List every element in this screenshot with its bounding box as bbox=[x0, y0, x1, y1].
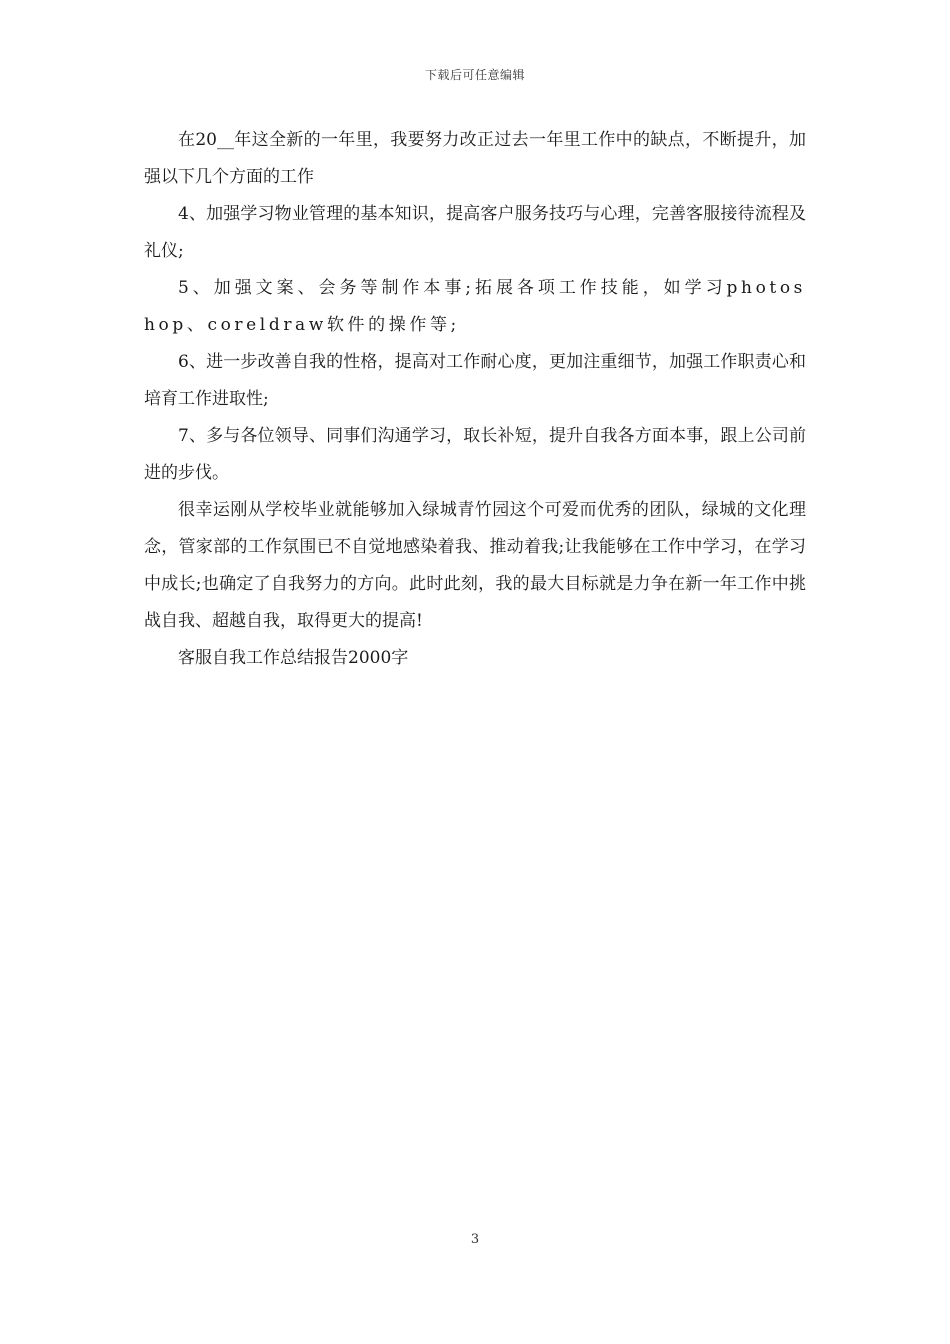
paragraph-item-5: 5、加强文案、会务等制作本事;拓展各项工作技能，如学习photoshop、coreldraw软件的操作等; bbox=[144, 278, 806, 335]
paragraph-item-7: 7、多与各位领导、同事们沟通学习，取长补短，提升自我各方面本事，跟上公司前进的步伐。 bbox=[144, 426, 806, 483]
paragraph-item-4: 4、加强学习物业管理的基本知识，提高客户服务技巧与心理，完善客服接待流程及礼仪; bbox=[144, 204, 806, 261]
document-body bbox=[144, 122, 806, 677]
paragraph-title-next: 客服自我工作总结报告2000字 bbox=[178, 648, 409, 668]
page-header: 下载后可任意编辑 bbox=[424, 68, 525, 82]
paragraph-item-6: 6、进一步改善自我的性格，提高对工作耐心度，更加注重细节，加强工作职责心和培育工作进取性; bbox=[144, 352, 806, 409]
page-number: 3 bbox=[470, 1232, 480, 1247]
paragraph-conclusion: 很幸运刚从学校毕业就能够加入绿城青竹园这个可爱而优秀的团队，绿城的文化理念，管家部的工作氛围已不自觉地感染着我、推动着我;让我能够在工作中学习，在学习中成长;也确定了自我努力的方向。此时此刻，我的最大目标就是力争在新一年工作中挑战自我、超越自我，取得更大的提高! bbox=[144, 500, 806, 631]
paragraph-intro: 在20__年这全新的一年里，我要努力改正过去一年里工作中的缺点，不断提升，加强以下几个方面的工作 bbox=[144, 130, 806, 187]
